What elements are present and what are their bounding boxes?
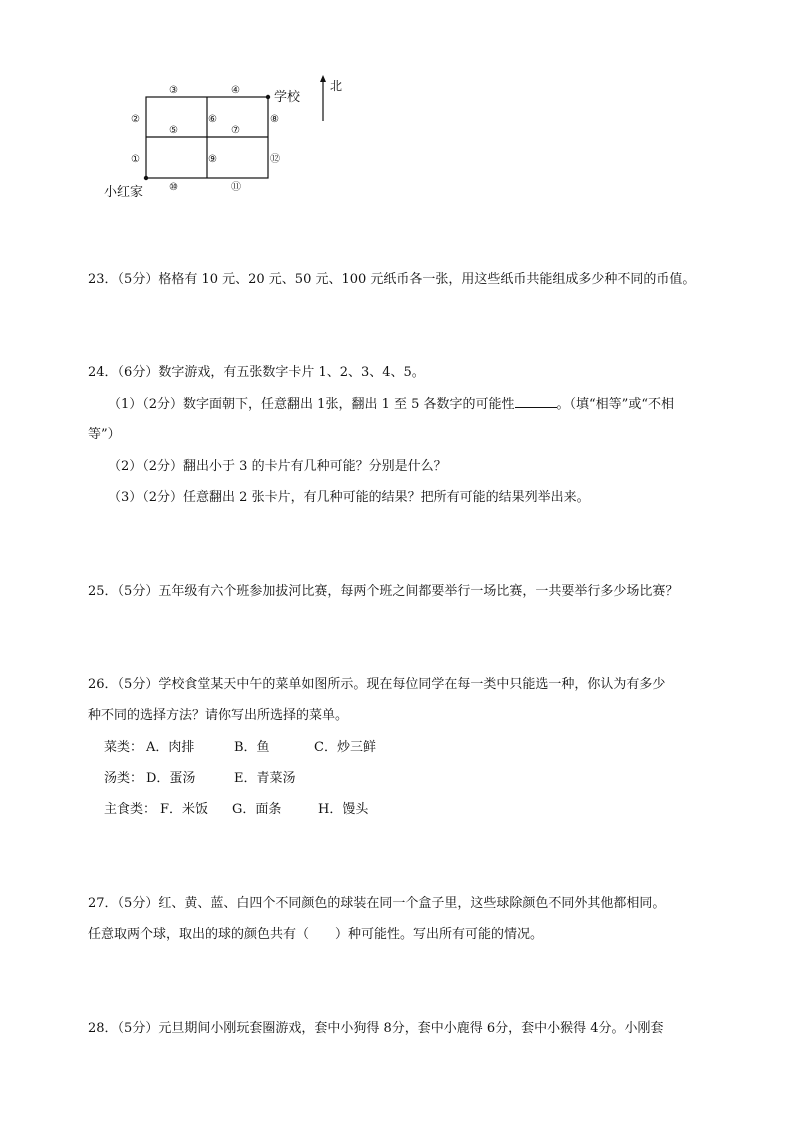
answer-blank — [515, 395, 557, 408]
menu-option-f: F．米饭 — [160, 802, 209, 817]
segment-label-8: ⑧ — [270, 114, 279, 125]
school-point — [266, 95, 270, 99]
question-28-line1: 28．（5分）元旦期间小刚玩套圈游戏，套中小狗得 8分，套中小鹿得 6分，套中小猴得 4分。小刚套 — [88, 1021, 664, 1036]
question-24-sub1-text-b: 。（填“相等”或“不相 — [556, 397, 674, 412]
segment-labels — [131, 85, 280, 193]
menu-option-c: C．炒三鲜 — [314, 740, 376, 755]
school-label: 学校 — [274, 90, 301, 105]
menu-option-d: D．蛋汤 — [146, 771, 196, 786]
menu-option-e: E．青菜汤 — [234, 771, 296, 786]
segment-label-7: ⑦ — [231, 125, 240, 136]
menu-label-soups: 汤类： — [104, 771, 144, 786]
question-24: 24．（6分）数字游戏，有五张数字卡片 1、2、3、4、5。 — [88, 365, 425, 380]
question-24-sub3: （3）（2分）任意翻出 2 张卡片，有几种可能的结果？把所有可能的结果列举出来。 — [108, 490, 590, 505]
segment-label-9: ⑨ — [208, 154, 217, 165]
question-25: 25．（5分）五年级有六个班参加拔河比赛，每两个班之间都要举行一场比赛，一共要举行多少场比赛？ — [88, 584, 679, 599]
menu-option-g: G．面条 — [232, 802, 282, 817]
question-27-line1: 27．（5分）红、黄、蓝、白四个不同颜色的球装在同一个盒子里，这些球除颜色不同外其他都相同。 — [88, 896, 666, 911]
segment-label-4: ④ — [231, 85, 240, 96]
north-label: 北 — [330, 79, 343, 93]
question-24-sub1 — [108, 395, 674, 414]
home-label: 小红家 — [104, 185, 144, 200]
menu-option-b: B．鱼 — [234, 740, 270, 755]
menu-label-dishes: 菜类： — [104, 740, 144, 755]
question-26-line1: 26．（5分）学校食堂某天中午的菜单如图所示。现在每位同学在每一类中只能选一种，你认为有多少 — [88, 677, 666, 692]
segment-label-6: ⑥ — [208, 114, 217, 125]
menu-label-staples: 主食类： — [104, 802, 157, 817]
north-arrow — [320, 75, 326, 121]
menu-option-h: H．馒头 — [318, 802, 369, 817]
question-24-sub1-text-a: （1）（2分）数字面朝下，任意翻出 1张，翻出 1 至 5 各数字的可能性 — [108, 397, 515, 412]
segment-label-10: ⑩ — [169, 182, 178, 193]
question-27-line2: 任意取两个球，取出的球的颜色共有（ ）种可能性。写出所有可能的情况。 — [88, 927, 544, 942]
segment-label-11: ⑪ — [231, 182, 241, 193]
question-24-sub1-cont: 等”） — [88, 427, 121, 442]
menu-option-a: A．肉排 — [146, 740, 195, 755]
segment-label-12: ⑫ — [270, 154, 280, 165]
question-24-sub2: （2）（2分）翻出小于 3 的卡片有几种可能？分别是什么？ — [108, 459, 447, 474]
question-23: 23．（5分）格格有 10 元、20 元、50 元、100 元纸币各一张，用这些纸币共能组成多少种不同的币值。 — [88, 272, 696, 287]
question-26-line2: 种不同的选择方法？请你写出所选择的菜单。 — [88, 708, 349, 723]
home-point — [144, 176, 148, 180]
segment-label-5: ⑤ — [169, 125, 178, 136]
segment-label-1: ① — [131, 154, 140, 165]
segment-label-2: ② — [131, 114, 140, 125]
street-map-diagram — [100, 75, 420, 200]
map-grid — [146, 97, 268, 178]
segment-label-3: ③ — [169, 85, 178, 96]
